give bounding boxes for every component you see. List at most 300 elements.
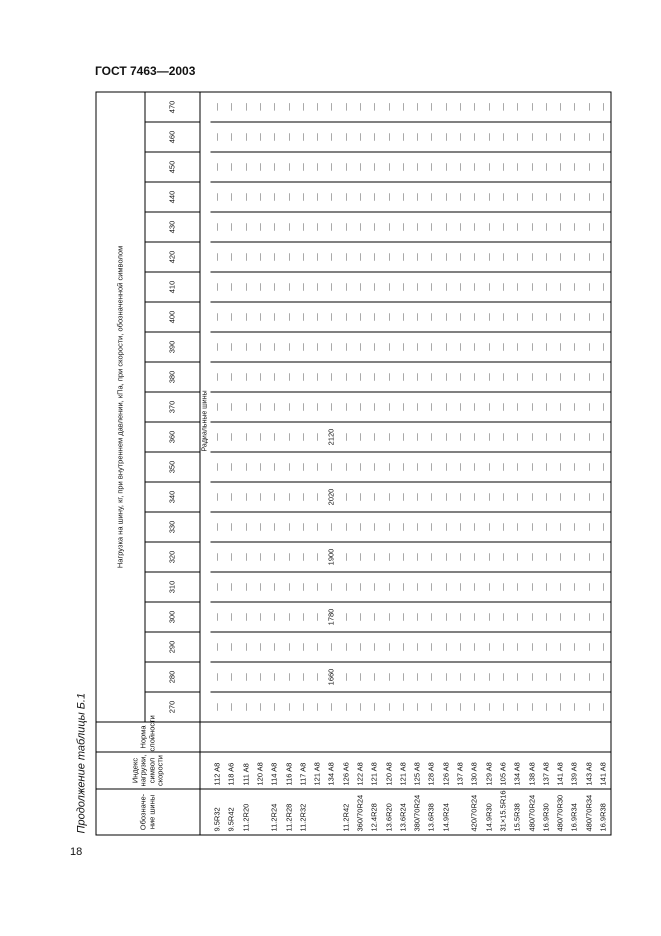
load-value: — — [367, 452, 381, 482]
load-value: — — [324, 242, 338, 272]
load-value: — — [567, 152, 581, 182]
load-value: — — [539, 692, 553, 722]
load-value: — — [310, 332, 324, 362]
table-row — [324, 91, 338, 834]
load-value: — — [496, 542, 510, 572]
load-value: — — [353, 122, 367, 152]
pressure-header: 420 — [145, 242, 200, 272]
load-value: — — [367, 392, 381, 422]
load-value: — — [382, 212, 396, 242]
load-value: — — [224, 182, 238, 212]
load-value: — — [596, 242, 611, 272]
load-value: — — [439, 91, 453, 121]
load-value: — — [539, 542, 553, 572]
load-value: — — [482, 632, 496, 662]
load-value: — — [210, 242, 224, 272]
ply-rating — [367, 722, 381, 752]
load-value: — — [382, 362, 396, 392]
load-value: — — [296, 632, 310, 662]
load-value: — — [410, 332, 424, 362]
load-value: — — [482, 122, 496, 152]
load-index: 118 A6 — [224, 752, 238, 789]
load-value: — — [467, 482, 481, 512]
load-value: — — [253, 542, 267, 572]
load-value: — — [296, 392, 310, 422]
load-value: — — [396, 512, 410, 542]
load-value: — — [496, 182, 510, 212]
load-value: — — [582, 332, 596, 362]
load-value: — — [296, 422, 310, 452]
load-value: — — [482, 662, 496, 692]
load-value: — — [539, 182, 553, 212]
load-value: — — [281, 272, 295, 302]
ply-rating — [310, 722, 324, 752]
load-index: 114 A8 — [267, 752, 281, 789]
load-value: — — [224, 542, 238, 572]
tire-designation: 13.6R20 — [382, 789, 396, 835]
load-value: — — [367, 362, 381, 392]
load-value: — — [239, 362, 253, 392]
load-value: — — [253, 332, 267, 362]
load-value: — — [253, 302, 267, 332]
tire-designation: 31×15.5R16 — [496, 789, 510, 835]
load-value: — — [310, 272, 324, 302]
load-value: — — [496, 212, 510, 242]
load-value: — — [281, 122, 295, 152]
load-value: — — [267, 602, 281, 632]
load-value: — — [382, 302, 396, 332]
load-value: — — [496, 512, 510, 542]
load-value: — — [467, 512, 481, 542]
table-row — [567, 91, 581, 834]
load-value: — — [525, 572, 539, 602]
load-value: — — [339, 422, 353, 452]
load-value: — — [210, 452, 224, 482]
load-value: — — [510, 512, 524, 542]
load-value: — — [253, 452, 267, 482]
load-value: — — [267, 182, 281, 212]
load-value: — — [210, 182, 224, 212]
load-value: — — [410, 482, 424, 512]
load-value: — — [353, 332, 367, 362]
load-value: — — [424, 272, 438, 302]
load-value: — — [396, 452, 410, 482]
load-value: — — [467, 272, 481, 302]
load-value: — — [224, 482, 238, 512]
load-value: — — [210, 632, 224, 662]
load-value: — — [367, 212, 381, 242]
header-load-index: Индекс нагрузки, символ скорости — [96, 752, 200, 789]
tire-designation: 12.4R28 — [367, 789, 381, 835]
load-value: — — [553, 332, 567, 362]
load-value: 2020 — [324, 482, 338, 512]
load-index: 129 A8 — [482, 752, 496, 789]
load-value: — — [567, 542, 581, 572]
table-row — [281, 91, 295, 834]
load-value: — — [324, 692, 338, 722]
load-value: — — [281, 302, 295, 332]
table-row — [296, 91, 310, 834]
load-value: — — [410, 91, 424, 121]
load-value: — — [553, 122, 567, 152]
load-value: — — [367, 542, 381, 572]
pressure-header: 280 — [145, 662, 200, 692]
load-value: — — [410, 152, 424, 182]
pressure-header: 330 — [145, 512, 200, 542]
load-value: — — [467, 242, 481, 272]
load-value: — — [339, 272, 353, 302]
load-value: — — [439, 182, 453, 212]
load-value: — — [324, 512, 338, 542]
load-value: — — [525, 272, 539, 302]
load-value: — — [382, 452, 396, 482]
table-row — [596, 91, 611, 834]
load-value: — — [339, 512, 353, 542]
load-value: — — [210, 122, 224, 152]
load-value: — — [439, 422, 453, 452]
load-value: — — [396, 572, 410, 602]
load-value: — — [210, 392, 224, 422]
load-value: — — [267, 632, 281, 662]
load-value: — — [396, 182, 410, 212]
load-value: — — [339, 632, 353, 662]
load-value: — — [239, 602, 253, 632]
load-value: — — [510, 302, 524, 332]
table-row — [539, 91, 553, 834]
load-value: — — [567, 242, 581, 272]
tire-designation: 16.9R34 — [567, 789, 581, 835]
load-value: — — [525, 182, 539, 212]
load-value: — — [539, 302, 553, 332]
load-value: — — [367, 302, 381, 332]
load-value: — — [253, 272, 267, 302]
tire-designation: 380/70R24 — [410, 789, 424, 835]
load-value: — — [525, 662, 539, 692]
load-value: — — [267, 392, 281, 422]
tire-designation: 9.5R42 — [224, 789, 238, 835]
load-value: — — [382, 572, 396, 602]
load-index: 120 A8 — [253, 752, 267, 789]
table-row — [525, 91, 539, 834]
load-value: — — [582, 272, 596, 302]
load-value: — — [310, 422, 324, 452]
load-value: — — [324, 212, 338, 242]
load-value: — — [253, 692, 267, 722]
load-value: — — [596, 662, 611, 692]
load-value: — — [210, 602, 224, 632]
load-value: — — [210, 362, 224, 392]
load-value: — — [367, 482, 381, 512]
load-value: — — [310, 302, 324, 332]
load-value: — — [582, 602, 596, 632]
load-value: — — [296, 332, 310, 362]
load-index: 141 A8 — [553, 752, 567, 789]
load-value: — — [496, 422, 510, 452]
load-index: 139 A8 — [567, 752, 581, 789]
load-value: 2120 — [324, 422, 338, 452]
load-value: — — [525, 542, 539, 572]
pressure-header: 300 — [145, 602, 200, 632]
load-value: — — [310, 91, 324, 121]
pressure-header: 310 — [145, 572, 200, 602]
ply-rating — [382, 722, 396, 752]
load-value: — — [239, 332, 253, 362]
load-value: — — [467, 422, 481, 452]
load-value: — — [525, 392, 539, 422]
load-index: 137 A8 — [453, 752, 467, 789]
load-value: — — [239, 482, 253, 512]
load-value: — — [253, 152, 267, 182]
load-value: — — [567, 632, 581, 662]
load-value: — — [539, 512, 553, 542]
load-value: — — [324, 452, 338, 482]
load-value: — — [253, 212, 267, 242]
load-value: — — [453, 482, 467, 512]
tire-designation: 11.2R28 — [281, 789, 295, 835]
load-value: — — [482, 272, 496, 302]
load-value: — — [267, 422, 281, 452]
table-row — [553, 91, 567, 834]
load-value: — — [539, 242, 553, 272]
load-value: — — [382, 122, 396, 152]
load-value: — — [281, 182, 295, 212]
load-value: — — [410, 632, 424, 662]
load-value: — — [496, 362, 510, 392]
load-value: — — [396, 482, 410, 512]
load-value: — — [539, 362, 553, 392]
load-value: — — [510, 152, 524, 182]
pressure-header: 360 — [145, 422, 200, 452]
tire-designation: 360/70R24 — [353, 789, 367, 835]
load-value: — — [382, 662, 396, 692]
load-value: — — [467, 692, 481, 722]
load-index: 138 A8 — [525, 752, 539, 789]
load-value: — — [510, 182, 524, 212]
load-value: — — [567, 662, 581, 692]
load-value: — — [525, 242, 539, 272]
load-value: — — [239, 242, 253, 272]
load-value: — — [482, 182, 496, 212]
load-value: — — [410, 422, 424, 452]
load-value: — — [353, 392, 367, 422]
load-value: — — [582, 152, 596, 182]
load-value: — — [453, 452, 467, 482]
load-value: — — [553, 452, 567, 482]
ply-rating — [553, 722, 567, 752]
tire-designation: 11.2R24 — [267, 789, 281, 835]
load-value: — — [224, 272, 238, 302]
load-value: — — [281, 692, 295, 722]
load-value: — — [496, 572, 510, 602]
load-value: — — [424, 452, 438, 482]
load-value: — — [567, 392, 581, 422]
table-row — [239, 91, 253, 834]
tire-designation: 14.9R30 — [482, 789, 496, 835]
load-value: — — [482, 452, 496, 482]
load-value: — — [424, 362, 438, 392]
load-value: — — [367, 572, 381, 602]
load-value: — — [567, 692, 581, 722]
load-value: — — [482, 512, 496, 542]
load-value: — — [582, 242, 596, 272]
load-value: — — [367, 422, 381, 452]
pressure-header: 390 — [145, 332, 200, 362]
load-value: — — [453, 332, 467, 362]
load-value: — — [453, 542, 467, 572]
load-value: — — [510, 122, 524, 152]
load-value: — — [596, 362, 611, 392]
load-value: — — [510, 422, 524, 452]
load-value: — — [567, 422, 581, 452]
load-value: — — [396, 662, 410, 692]
ply-rating — [410, 722, 424, 752]
load-value: — — [382, 242, 396, 272]
load-value: — — [281, 482, 295, 512]
load-value: — — [339, 542, 353, 572]
load-value: — — [567, 572, 581, 602]
load-value: — — [310, 362, 324, 392]
load-value: — — [582, 212, 596, 242]
load-value: — — [410, 392, 424, 422]
load-value: — — [525, 632, 539, 662]
load-value: — — [410, 242, 424, 272]
load-index: 134 A8 — [324, 752, 338, 789]
load-index: 112 A8 — [210, 752, 224, 789]
load-value: — — [281, 572, 295, 602]
ply-rating — [239, 722, 253, 752]
load-value: — — [339, 302, 353, 332]
section-label: Радиальные шины — [200, 91, 211, 721]
pressure-header: 290 — [145, 632, 200, 662]
load-value: — — [382, 692, 396, 722]
load-value: — — [453, 392, 467, 422]
load-value: — — [339, 242, 353, 272]
load-value: — — [539, 572, 553, 602]
load-value: — — [482, 482, 496, 512]
load-value: — — [367, 242, 381, 272]
load-value: — — [496, 302, 510, 332]
load-value: — — [367, 512, 381, 542]
load-value: — — [382, 91, 396, 121]
load-value: — — [253, 91, 267, 121]
load-value: — — [510, 482, 524, 512]
table-row — [224, 91, 238, 834]
load-value: — — [410, 362, 424, 392]
load-value: — — [324, 152, 338, 182]
load-value: — — [210, 212, 224, 242]
load-value: — — [367, 152, 381, 182]
load-value: — — [253, 602, 267, 632]
load-value: — — [296, 512, 310, 542]
load-value: — — [567, 452, 581, 482]
load-value: — — [382, 542, 396, 572]
load-value: — — [224, 212, 238, 242]
load-value: — — [539, 392, 553, 422]
load-value: — — [510, 272, 524, 302]
load-value: — — [439, 392, 453, 422]
load-value: — — [424, 542, 438, 572]
load-value: — — [310, 512, 324, 542]
load-value: — — [210, 272, 224, 302]
load-value: — — [525, 302, 539, 332]
load-value: — — [539, 602, 553, 632]
load-value: — — [353, 692, 367, 722]
load-value: — — [553, 602, 567, 632]
pressure-header: 340 — [145, 482, 200, 512]
load-value: — — [525, 91, 539, 121]
load-value: — — [239, 692, 253, 722]
ply-rating — [596, 722, 611, 752]
load-value: — — [296, 692, 310, 722]
load-value: — — [239, 452, 253, 482]
load-value: — — [396, 302, 410, 332]
load-value: — — [253, 422, 267, 452]
load-value: — — [353, 212, 367, 242]
load-value: — — [324, 91, 338, 121]
load-value: — — [582, 632, 596, 662]
load-value: — — [339, 482, 353, 512]
page-number: 18 — [70, 846, 83, 858]
load-index: 117 A8 — [296, 752, 310, 789]
tire-designation: 13.6R38 — [424, 789, 438, 835]
load-value: — — [482, 542, 496, 572]
load-value: — — [496, 272, 510, 302]
load-value: — — [424, 632, 438, 662]
load-value: — — [496, 392, 510, 422]
load-value: — — [324, 182, 338, 212]
load-value: — — [310, 392, 324, 422]
load-value: — — [553, 632, 567, 662]
load-index: 120 A8 — [382, 752, 396, 789]
load-value: — — [424, 302, 438, 332]
load-value: — — [596, 91, 611, 121]
pressure-header: 350 — [145, 452, 200, 482]
load-value: — — [453, 91, 467, 121]
load-value: — — [339, 182, 353, 212]
load-value: — — [382, 482, 396, 512]
load-value: — — [467, 602, 481, 632]
load-value: — — [582, 302, 596, 332]
load-index: 121 A8 — [396, 752, 410, 789]
ply-rating — [353, 722, 367, 752]
load-value: — — [467, 152, 481, 182]
load-value: — — [567, 272, 581, 302]
load-value: — — [239, 512, 253, 542]
load-value: — — [410, 662, 424, 692]
load-value: — — [324, 632, 338, 662]
load-value: — — [496, 662, 510, 692]
load-value: — — [339, 212, 353, 242]
load-value: — — [353, 452, 367, 482]
load-value: — — [310, 212, 324, 242]
load-value: — — [567, 332, 581, 362]
load-value: — — [239, 182, 253, 212]
ply-rating — [296, 722, 310, 752]
tire-designation: 11.2R32 — [296, 789, 310, 835]
load-value: — — [253, 122, 267, 152]
ply-rating — [253, 722, 267, 752]
load-value: — — [439, 272, 453, 302]
load-value: — — [496, 452, 510, 482]
ply-rating — [510, 722, 524, 752]
ply-rating — [539, 722, 553, 752]
load-value: — — [596, 692, 611, 722]
load-value: — — [539, 212, 553, 242]
load-value: — — [267, 212, 281, 242]
load-value: — — [439, 512, 453, 542]
load-value: — — [253, 242, 267, 272]
load-value: — — [396, 392, 410, 422]
